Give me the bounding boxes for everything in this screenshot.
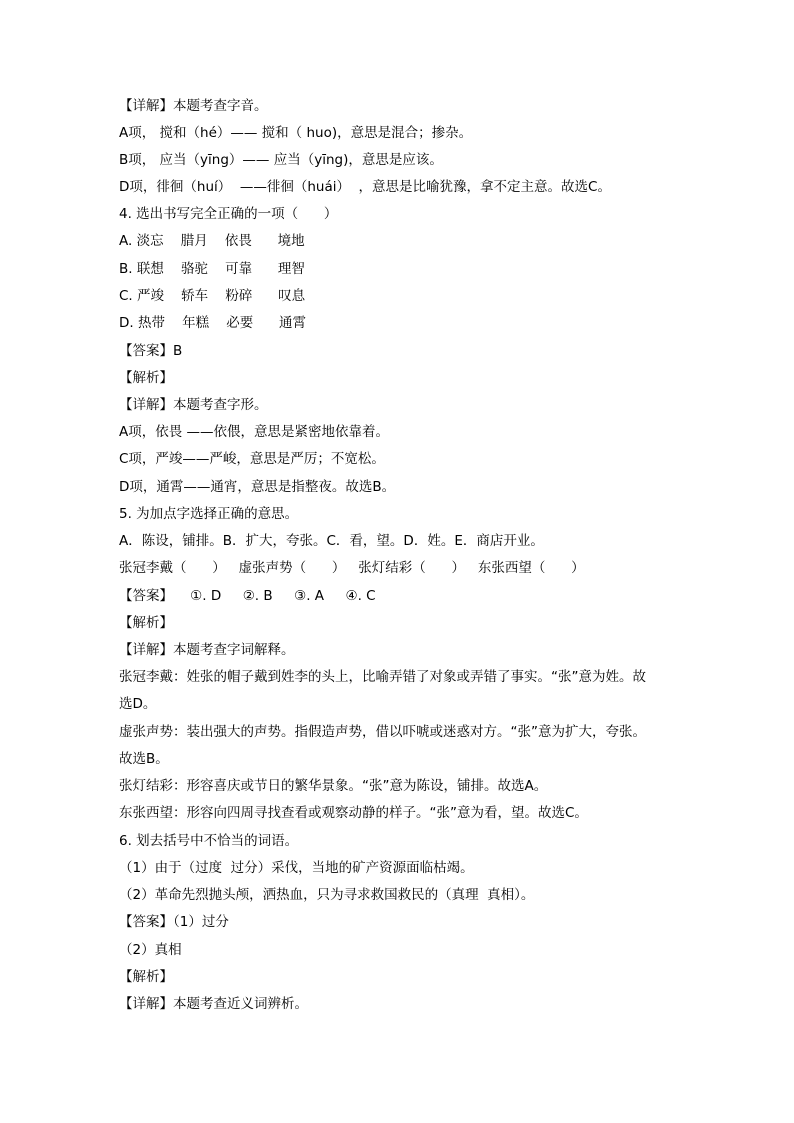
- text-line: 虚张声势：装出强大的声势。指假造声势，借以吓唬或迷惑对方。“张”意为扩大，夸张。: [119, 724, 646, 740]
- text-line: B项， 应当（yīng）—— 应当（yīng)，意思是应该。: [119, 152, 443, 168]
- text-line: A．陈设，铺排。B．扩大，夸张。C．看，望。D．姓。E．商店开业。: [119, 533, 544, 549]
- text-line: （1）由于（过度 过分）采伐，当地的矿产资源面临枯竭。: [119, 860, 474, 876]
- text-line: 【详解】本题考查近义词辨析。: [119, 996, 308, 1012]
- question-5-title: 5. 为加点字选择正确的意思。: [119, 506, 299, 522]
- answer-line: 【答案】B: [119, 343, 183, 359]
- analysis-heading: 【解析】: [119, 370, 173, 386]
- text-line: （2）真相: [119, 942, 182, 958]
- option-b: B. 联想 骆驼 可靠 理智: [119, 261, 305, 277]
- option-c: C. 严竣 轿车 粉碎 叹息: [119, 288, 306, 304]
- analysis-heading: 【解析】: [119, 969, 173, 985]
- text-line: （2）革命先烈抛头颅，洒热血，只为寻求救国救民的（真理 真相）。: [119, 887, 535, 903]
- option-a: A. 淡忘 腊月 依畏 境地: [119, 233, 305, 249]
- answer-line: 【答案】（1）过分: [119, 914, 229, 930]
- text-line: A项， 搅和（hé）—— 搅和（ huo)，意思是混合；掺杂。: [119, 125, 473, 141]
- answer-line: 【答案】 ①. D ②. B ③. A ④. C: [119, 588, 376, 604]
- analysis-heading: 【解析】: [119, 615, 173, 631]
- text-line: 【详解】本题考查字形。: [119, 397, 268, 413]
- text-line: 张灯结彩：形容喜庆或节日的繁华景象。“张”意为陈设，铺排。故选A。: [119, 778, 548, 794]
- text-line: 张冠李戴（ ） 虚张声势（ ） 张灯结彩（ ） 东张西望（ ）: [119, 560, 585, 576]
- text-line: C项，严竣——严峻，意思是严厉；不宽松。: [119, 451, 385, 467]
- text-line: A项，依畏 ——依偎，意思是紧密地依靠着。: [119, 424, 390, 440]
- text-line: D项，徘徊（huí） ——徘徊（huái） ，意思是比喻犹豫，拿不定主意。故选C。: [119, 179, 611, 195]
- question-4-title: 4. 选出书写完全正确的一项（ ）: [119, 206, 338, 222]
- text-line: 选D。: [119, 696, 157, 712]
- text-line: 故选B。: [119, 751, 169, 767]
- text-line: 东张西望：形容向四周寻找查看或观察动静的样子。“张”意为看，望。故选C。: [119, 805, 588, 821]
- question-6-title: 6. 划去括号中不恰当的词语。: [119, 833, 299, 849]
- text-line: 【详解】本题考查字词解释。: [119, 642, 295, 658]
- text-line: D项，通霄——通宵，意思是指整夜。故选B。: [119, 479, 396, 495]
- text-line: 【详解】本题考查字音。: [119, 98, 268, 114]
- option-d: D. 热带 年糕 必要 通霄: [119, 315, 307, 331]
- text-line: 张冠李戴：姓张的帽子戴到姓李的头上，比喻弄错了对象或弄错了事实。“张”意为姓。故: [119, 669, 646, 685]
